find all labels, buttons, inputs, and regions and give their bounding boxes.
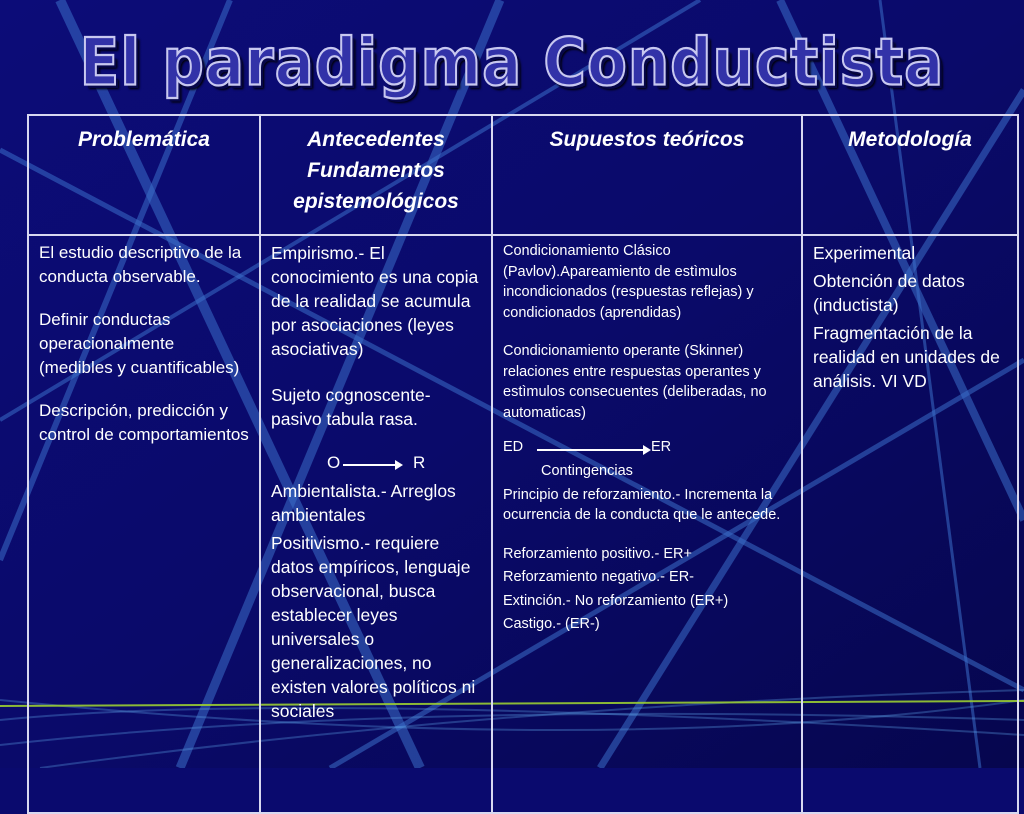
flow-o-label: O bbox=[327, 453, 341, 472]
empirismo-text: Empirismo.- El conocimiento es una copia de la realidad se acumula por asociaciones (leyes asociativas) bbox=[271, 243, 479, 359]
table-row bbox=[28, 235, 1018, 813]
principio-text: Principio de reforzamiento.- Incrementa la ocurrencia de la conducta que le antecede. bbox=[503, 486, 781, 523]
header-metodologia: Metodología bbox=[802, 115, 1018, 235]
positivo-text: Reforzamiento positivo.- ER+ bbox=[503, 545, 692, 562]
negativo-text: Reforzamiento negativo.- ER- bbox=[503, 569, 694, 585]
ambientalista-text: Ambientalista.- Arreglos ambientales bbox=[271, 481, 456, 525]
list-item: Obtención de datos (inductista) bbox=[813, 271, 965, 315]
o-r-diagram bbox=[271, 453, 483, 479]
cell-supuestos bbox=[492, 235, 802, 813]
list-item: Fragmentación de la realidad en unidades de análisis. VI VD bbox=[813, 323, 1000, 391]
castigo-text: Castigo.- (ER-) bbox=[503, 616, 600, 632]
list-item: Descripción, predicción y control de comportamientos bbox=[39, 401, 249, 444]
flow-ed-label: ED bbox=[503, 439, 524, 455]
clasico-text: Condicionamiento Clásico (Pavlov).Apareamiento de estìmulos incondicionados (respuestas reflejas) y condicionados (aprendidas) bbox=[503, 243, 754, 321]
flow-r-label: R bbox=[413, 453, 426, 472]
extincion-text: Extinción.- No reforzamiento (ER+) bbox=[503, 592, 729, 609]
positivismo-text: Positivismo.- requiere datos empíricos, lenguaje observacional, busca establecer leyes universales o generalizaciones, no existen valores políticos ni sociales bbox=[271, 533, 476, 721]
list-item: El estudio descriptivo de la conducta observable. bbox=[39, 243, 242, 286]
slide-title: El paradigma Conductista bbox=[79, 23, 945, 101]
header-antecedentes: Antecedentes Fundamentos epistemológicos bbox=[260, 115, 492, 235]
arrow-icon bbox=[537, 449, 649, 451]
cell-metodologia bbox=[802, 235, 1018, 813]
list-item: Experimental bbox=[813, 243, 916, 263]
contingencias-text: Contingencias bbox=[541, 463, 633, 479]
flow-er-label: ER bbox=[651, 439, 672, 455]
cell-problematica bbox=[28, 235, 260, 813]
ed-er-diagram bbox=[503, 439, 793, 461]
list-item: Definir conductas operacionalmente (medibles y cuantificables) bbox=[39, 310, 240, 377]
cell-antecedentes bbox=[260, 235, 492, 813]
header-problematica: Problemática bbox=[28, 115, 260, 235]
arrow-icon bbox=[343, 464, 401, 466]
operante-text: Condicionamiento operante (Skinner) relaciones entre respuestas operantes y estìmulos consecuentes (deliberadas, no automaticas) bbox=[503, 343, 767, 421]
sujeto-text: Sujeto cognoscente- pasivo tabula rasa. bbox=[271, 385, 431, 429]
header-supuestos: Supuestos teóricos bbox=[492, 115, 802, 235]
table-header-row bbox=[28, 115, 1018, 235]
paradigm-table bbox=[27, 114, 1019, 814]
